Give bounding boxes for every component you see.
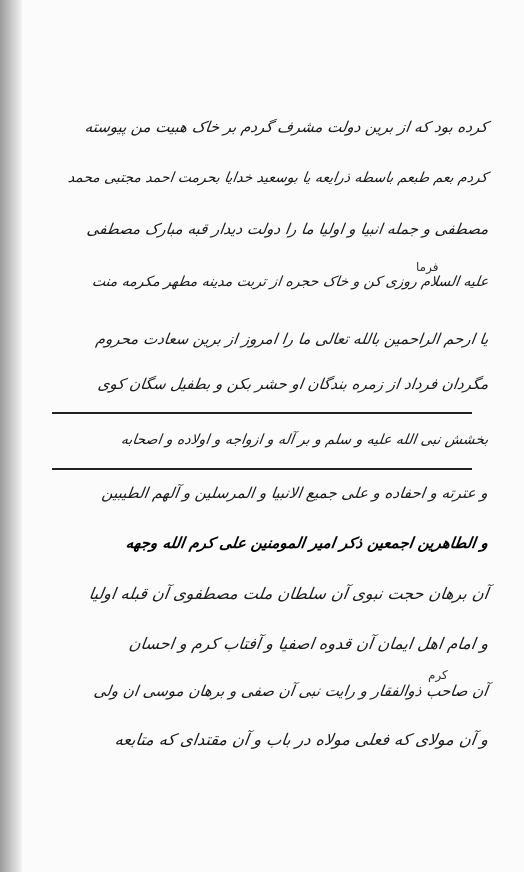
manuscript-line-1: کرده بود که از برین دولت مشرف گردم بر خاک هبیت من پیوسته bbox=[84, 118, 490, 136]
manuscript-line-2: کردم بعم طبعم باسطه ذرایعه یا بوسعید خدایا بحرمت احمد مجتبی محمد bbox=[67, 170, 490, 186]
manuscript-line-10: آن برهان حجت نبوی آن سلطان ملت مصطفوی آن قبله اولیا bbox=[87, 584, 490, 603]
manuscript-line-9: و الطاهرین اجمعین ذکر امیر المومنین علی کرم الله وجهه bbox=[124, 534, 490, 552]
manuscript-line-13: و آن مولای که فعلی مولاه در باب و آن مقتدای که متابعه bbox=[113, 730, 490, 749]
manuscript-line-5: یا ارحم الراحمین بالله تعالی ما را امروز از برین سعادت محروم bbox=[94, 330, 490, 348]
book-gutter bbox=[0, 0, 24, 872]
divider-rule-2 bbox=[52, 468, 472, 470]
manuscript-line-6: مگردان فرداد از زمره بندگان او حشر بکن و بطفیل سگان کوی bbox=[96, 375, 490, 393]
manuscript-line-11: و امام اهل ایمان آن قدوه اصفیا و آفتاب کرم و احسان bbox=[127, 634, 490, 653]
margin-annotation-2: کرم bbox=[428, 668, 448, 682]
margin-annotation-1: فرما bbox=[416, 260, 439, 274]
manuscript-line-4: علیه السلام روزی کن و خاک حجره از تربت مدینه مطهر مکرمه منت bbox=[90, 274, 490, 290]
divider-rule-1 bbox=[52, 412, 472, 414]
manuscript-line-12: آن صاحب ذوالفقار و رایت نبی آن صفی و برهان موسی ان ولی bbox=[93, 682, 490, 700]
manuscript-line-8: و عترته و احفاده و علی جمیع الانبیا و المرسلین و آلهم الطیبین bbox=[100, 484, 490, 502]
manuscript-line-7: بخشش نبی الله علیه و سلم و بر آله و ازواجه و اولاده و اصحابه bbox=[119, 432, 490, 448]
manuscript-line-3: مصطفی و جمله انبیا و اولیا ما را دولت دیدار قبه مبارک مصطفی bbox=[85, 220, 490, 238]
